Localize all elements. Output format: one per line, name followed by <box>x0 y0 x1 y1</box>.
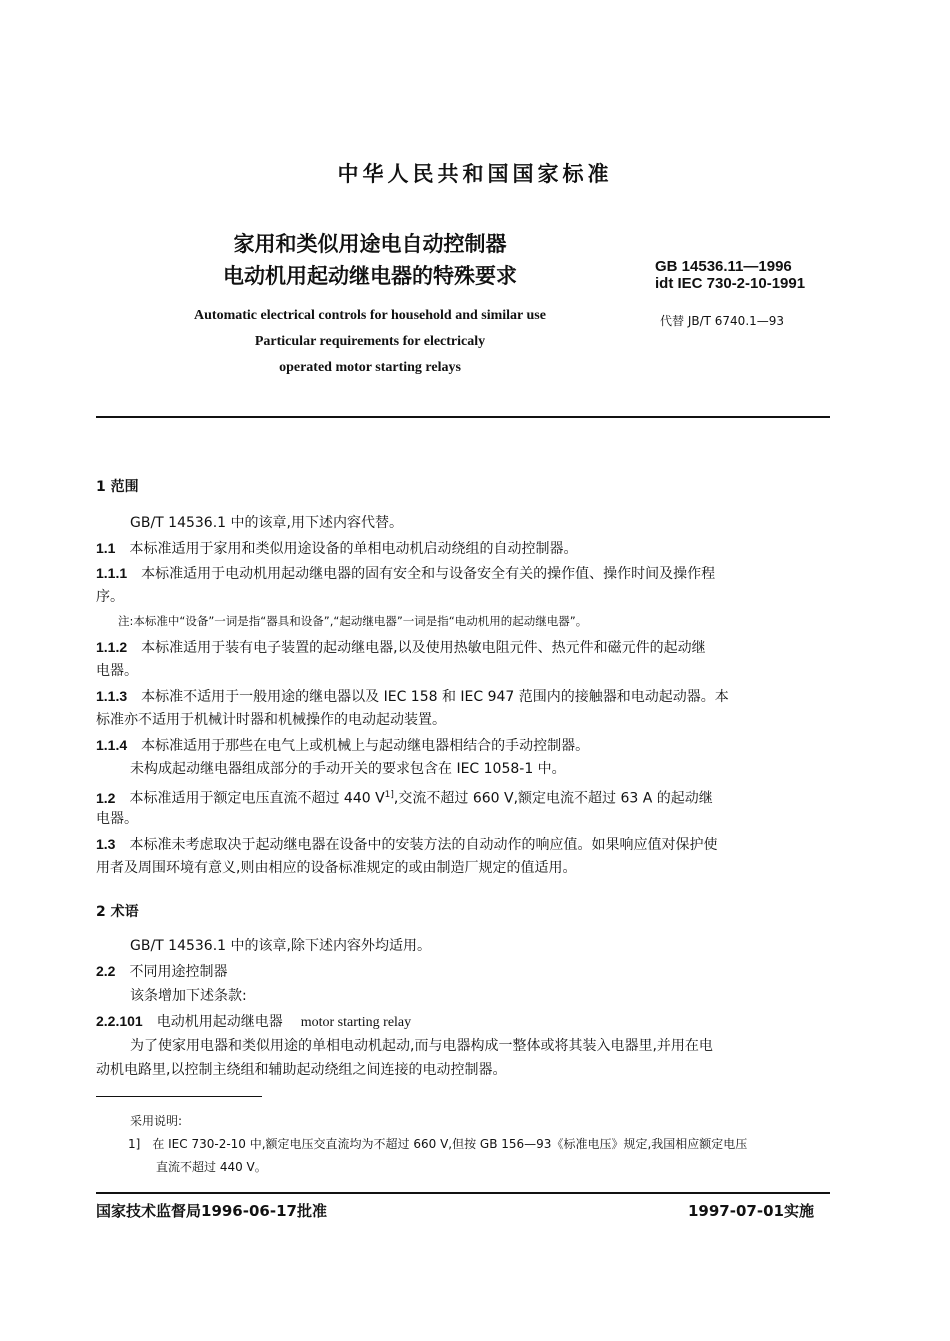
footnote-rule <box>96 1096 262 1097</box>
clause-1-1-1 <box>96 562 715 585</box>
national-standard-heading: 中华人民共和国国家标准 <box>337 162 613 186</box>
clause-1-3 <box>96 833 717 856</box>
english-title-line-1: Automatic electrical controls for household and similar use <box>194 308 546 323</box>
clause-1-3-cont: 用者及周围环境有意义,则由相应的设备标准规定的或由制造厂规定的值适用。 <box>96 860 577 876</box>
definition-line-2: 动机电路里,以控制主绕组和辅助起动绕组之间连接的电动控制器。 <box>96 1062 507 1078</box>
section-2-intro: GB/T 14536.1 中的该章,除下述内容外均适用。 <box>130 938 431 954</box>
clause-number: 2.2.101 <box>96 1013 143 1029</box>
term-en: motor starting relay <box>300 1015 412 1030</box>
clause-number: 1.1.4 <box>96 737 128 753</box>
clause-text: 本标准适用于额定电压直流不超过 440 V <box>129 790 385 807</box>
clause-1-1-4 <box>96 734 589 757</box>
clause-text: 本标准未考虑取决于起动继电器在设备中的安装方法的自动动作的响应值。如果响应值对保护使 <box>129 837 718 853</box>
english-title-line-3: operated motor starting relays <box>279 360 461 375</box>
clause-number: 1.1 <box>96 540 116 556</box>
effective-date: 1997-07-01实施 <box>688 1202 814 1220</box>
clause-text: 本标准适用于那些在电气上或机械上与起动继电器相结合的手动控制器。 <box>141 738 590 754</box>
clause-2-2 <box>96 960 227 983</box>
clause-number: 1.1.1 <box>96 565 128 581</box>
clause-1-1-4-cont: 未构成起动继电器组成部分的手动开关的要求包含在 IEC 1058-1 中。 <box>130 761 566 777</box>
approval-date: 国家技术监督局1996-06-17批准 <box>96 1202 327 1220</box>
clause-text: 本标准适用于家用和类似用途设备的单相电动机启动绕组的自动控制器。 <box>129 541 578 557</box>
header-rule <box>96 416 830 418</box>
clause-1-1-1-cont: 序。 <box>96 589 124 605</box>
footnote-entry <box>128 1135 747 1152</box>
title-line-1: 家用和类似用途电自动控制器 <box>233 232 507 256</box>
idt-reference: idt IEC 730-2-10-1991 <box>655 275 806 292</box>
clause-number: 1.1.2 <box>96 639 128 655</box>
clause-1-1-2-cont: 电器。 <box>96 663 138 679</box>
footnote-mark: 1] <box>128 1137 141 1151</box>
note: 注:本标准中“设备”一词是指“器具和设备”,“起动继电器”一词是指“电动机用的起动继电器”。 <box>118 614 588 628</box>
clause-text: 本标准适用于电动机用起动继电器的固有安全和与设备安全有关的操作值、操作时间及操作程 <box>141 566 716 582</box>
clause-text-2: ,交流不超过 660 V,额定电流不超过 63 A 的起动继 <box>393 790 713 807</box>
standard-number: GB 14536.11—1996 <box>655 258 792 275</box>
section-1-intro: GB/T 14536.1 中的该章,用下述内容代替。 <box>130 515 403 531</box>
clause-text: 不同用途控制器 <box>129 964 228 980</box>
english-title-line-2: Particular requirements for electricaly <box>254 334 486 349</box>
title-line-2: 电动机用起动继电器的特殊要求 <box>223 264 517 288</box>
clause-2-2-101 <box>96 1010 411 1034</box>
term-cn: 电动机用起动继电器 <box>156 1014 283 1030</box>
clause-1-2 <box>96 784 713 810</box>
section-2-heading: 2 术语 <box>96 904 139 920</box>
section-1-heading: 1 范围 <box>96 479 139 495</box>
clause-text: 本标准不适用于一般用途的继电器以及 IEC 158 和 IEC 947 范围内的接触器和电动起动器。本 <box>141 689 729 705</box>
replaces-note: 代替 JB/T 6740.1—93 <box>660 314 785 328</box>
footnote-text: 在 IEC 730-2-10 中,额定电压交直流均为不超过 660 V,但按 GB 156—93《标准电压》规定,我国相应额定电压 <box>152 1137 748 1151</box>
footnote-ref: 1] <box>384 790 394 800</box>
bottom-rule <box>96 1192 830 1194</box>
footnote-text-cont: 直流不超过 440 V。 <box>156 1160 267 1174</box>
clause-number: 1.3 <box>96 836 116 852</box>
footnote-label: 采用说明: <box>130 1114 183 1128</box>
clause-number: 2.2 <box>96 963 116 979</box>
clause-1-1-3-cont: 标准亦不适用于机械计时器和机械操作的电动起动装置。 <box>96 712 446 728</box>
clause-1-2-cont: 电器。 <box>96 811 138 827</box>
clause-1-1-3 <box>96 685 729 708</box>
clause-number: 1.1.3 <box>96 688 128 704</box>
clause-1-1-2 <box>96 636 706 659</box>
clause-2-2-cont: 该条增加下述条款: <box>130 988 247 1004</box>
clause-text: 本标准适用于装有电子装置的起动继电器,以及使用热敏电阻元件、热元件和磁元件的起动继 <box>141 640 706 656</box>
clause-number: 1.2 <box>96 789 116 806</box>
definition-line-1: 为了使家用电器和类似用途的单相电动机起动,而与电器构成一整体或将其装入电器里,并用在电 <box>130 1038 713 1054</box>
clause-1-1 <box>96 537 577 560</box>
